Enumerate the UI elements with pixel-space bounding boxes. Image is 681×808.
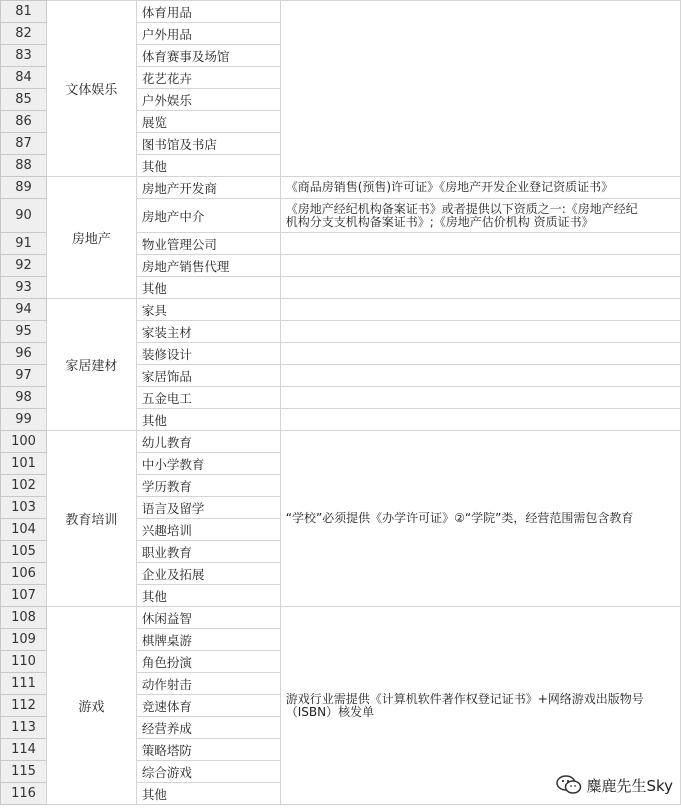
row-number[interactable]: 84 <box>1 67 47 89</box>
row-number[interactable]: 95 <box>1 321 47 343</box>
subcategory-cell[interactable]: 中小学教育 <box>136 453 280 475</box>
watermark-text: 麋鹿先生Sky <box>586 776 673 795</box>
category-cell[interactable]: 房地产 <box>46 177 136 299</box>
requirement-cell[interactable] <box>280 343 680 365</box>
subcategory-cell[interactable]: 花艺花卉 <box>136 67 280 89</box>
subcategory-cell[interactable]: 竞速体育 <box>136 695 280 717</box>
row-number[interactable]: 110 <box>1 651 47 673</box>
subcategory-cell[interactable]: 其他 <box>136 277 280 299</box>
requirement-cell[interactable] <box>280 431 680 607</box>
requirement-cell[interactable] <box>280 199 680 233</box>
row-number[interactable]: 99 <box>1 409 47 431</box>
row-number[interactable]: 112 <box>1 695 47 717</box>
subcategory-cell[interactable]: 房地产中介 <box>136 199 280 233</box>
subcategory-cell[interactable]: 户外娱乐 <box>136 89 280 111</box>
subcategory-cell[interactable]: 其他 <box>136 409 280 431</box>
subcategory-cell[interactable]: 体育用品 <box>136 1 280 23</box>
requirement-cell[interactable] <box>280 387 680 409</box>
row-number[interactable]: 116 <box>1 783 47 805</box>
row-number[interactable]: 105 <box>1 541 47 563</box>
requirement-text: “学校”必须提供《办学许可证》②“学院”类，经营范围需包含教育 <box>285 511 634 525</box>
row-number[interactable]: 89 <box>1 177 47 199</box>
requirement-cell[interactable] <box>280 299 680 321</box>
subcategory-cell[interactable]: 企业及拓展 <box>136 563 280 585</box>
table-row <box>1 431 681 453</box>
subcategory-cell[interactable]: 动作射击 <box>136 673 280 695</box>
row-number[interactable]: 104 <box>1 519 47 541</box>
requirement-cell[interactable] <box>280 1 680 177</box>
requirement-cell[interactable] <box>280 409 680 431</box>
subcategory-cell[interactable]: 其他 <box>136 155 280 177</box>
row-number[interactable]: 101 <box>1 453 47 475</box>
subcategory-cell[interactable]: 职业教育 <box>136 541 280 563</box>
category-cell[interactable]: 文体娱乐 <box>46 1 136 177</box>
subcategory-cell[interactable]: 策略塔防 <box>136 739 280 761</box>
subcategory-cell[interactable]: 家具 <box>136 299 280 321</box>
requirement-text: 《商品房销售(预售)许可证》《房地产开发企业登记资质证书》 <box>285 180 614 194</box>
requirement-cell[interactable] <box>280 177 680 199</box>
row-number[interactable]: 93 <box>1 277 47 299</box>
subcategory-cell[interactable]: 房地产销售代理 <box>136 255 280 277</box>
row-number[interactable]: 92 <box>1 255 47 277</box>
subcategory-cell[interactable]: 休闲益智 <box>136 607 280 629</box>
requirement-text: 《房地产经纪机构备案证书》或者提供以下资质之一:《房地产经纪 <box>285 201 638 216</box>
category-cell[interactable]: 游戏 <box>46 607 136 805</box>
row-number[interactable]: 98 <box>1 387 47 409</box>
subcategory-cell[interactable]: 家居饰品 <box>136 365 280 387</box>
category-cell[interactable]: 教育培训 <box>46 431 136 607</box>
row-number[interactable]: 107 <box>1 585 47 607</box>
subcategory-cell[interactable]: 综合游戏 <box>136 761 280 783</box>
row-number[interactable]: 88 <box>1 155 47 177</box>
requirement-cell[interactable] <box>280 277 680 299</box>
row-number[interactable]: 102 <box>1 475 47 497</box>
row-number[interactable]: 90 <box>1 199 47 233</box>
requirement-cell[interactable] <box>280 233 680 255</box>
table-row <box>1 177 681 199</box>
row-number[interactable]: 86 <box>1 111 47 133</box>
subcategory-cell[interactable]: 其他 <box>136 585 280 607</box>
requirement-text: 机构分支支机构备案证书》;《房地产估价机构 资质证书》 <box>285 214 594 229</box>
subcategory-cell[interactable]: 兴趣培训 <box>136 519 280 541</box>
row-number[interactable]: 108 <box>1 607 47 629</box>
row-number[interactable]: 83 <box>1 45 47 67</box>
row-number[interactable]: 91 <box>1 233 47 255</box>
subcategory-cell[interactable]: 五金电工 <box>136 387 280 409</box>
subcategory-cell[interactable]: 展览 <box>136 111 280 133</box>
row-number[interactable]: 115 <box>1 761 47 783</box>
watermark <box>556 774 673 796</box>
row-number[interactable]: 82 <box>1 23 47 45</box>
row-number[interactable]: 113 <box>1 717 47 739</box>
category-cell[interactable]: 家居建材 <box>46 299 136 431</box>
row-number[interactable]: 81 <box>1 1 47 23</box>
table-row <box>1 1 681 23</box>
subcategory-cell[interactable]: 房地产开发商 <box>136 177 280 199</box>
subcategory-cell[interactable]: 家装主材 <box>136 321 280 343</box>
subcategory-cell[interactable]: 物业管理公司 <box>136 233 280 255</box>
subcategory-cell[interactable]: 图书馆及书店 <box>136 133 280 155</box>
row-number[interactable]: 114 <box>1 739 47 761</box>
subcategory-cell[interactable]: 幼儿教育 <box>136 431 280 453</box>
row-number[interactable]: 103 <box>1 497 47 519</box>
table-row <box>1 299 681 321</box>
requirement-text: （ISBN）核发单 <box>285 704 375 719</box>
subcategory-cell[interactable]: 学历教育 <box>136 475 280 497</box>
row-number[interactable]: 94 <box>1 299 47 321</box>
requirement-text: 游戏行业需提供《计算机软件著作权登记证书》+网络游戏出版物号 <box>285 691 644 706</box>
subcategory-cell[interactable]: 其他 <box>136 783 280 805</box>
row-number[interactable]: 85 <box>1 89 47 111</box>
subcategory-cell[interactable]: 经营养成 <box>136 717 280 739</box>
row-number[interactable]: 111 <box>1 673 47 695</box>
row-number[interactable]: 97 <box>1 365 47 387</box>
subcategory-cell[interactable]: 装修设计 <box>136 343 280 365</box>
row-number[interactable]: 87 <box>1 133 47 155</box>
subcategory-cell[interactable]: 户外用品 <box>136 23 280 45</box>
row-number[interactable]: 100 <box>1 431 47 453</box>
requirement-cell[interactable] <box>280 365 680 387</box>
row-number[interactable]: 96 <box>1 343 47 365</box>
subcategory-cell[interactable]: 角色扮演 <box>136 651 280 673</box>
subcategory-cell[interactable]: 语言及留学 <box>136 497 280 519</box>
table-row <box>1 607 681 629</box>
row-number[interactable]: 109 <box>1 629 47 651</box>
row-number[interactable]: 106 <box>1 563 47 585</box>
wechat-icon <box>556 774 582 796</box>
subcategory-cell[interactable]: 棋牌桌游 <box>136 629 280 651</box>
requirement-cell[interactable] <box>280 321 680 343</box>
requirement-cell[interactable] <box>280 255 680 277</box>
subcategory-cell[interactable]: 体育赛事及场馆 <box>136 45 280 67</box>
